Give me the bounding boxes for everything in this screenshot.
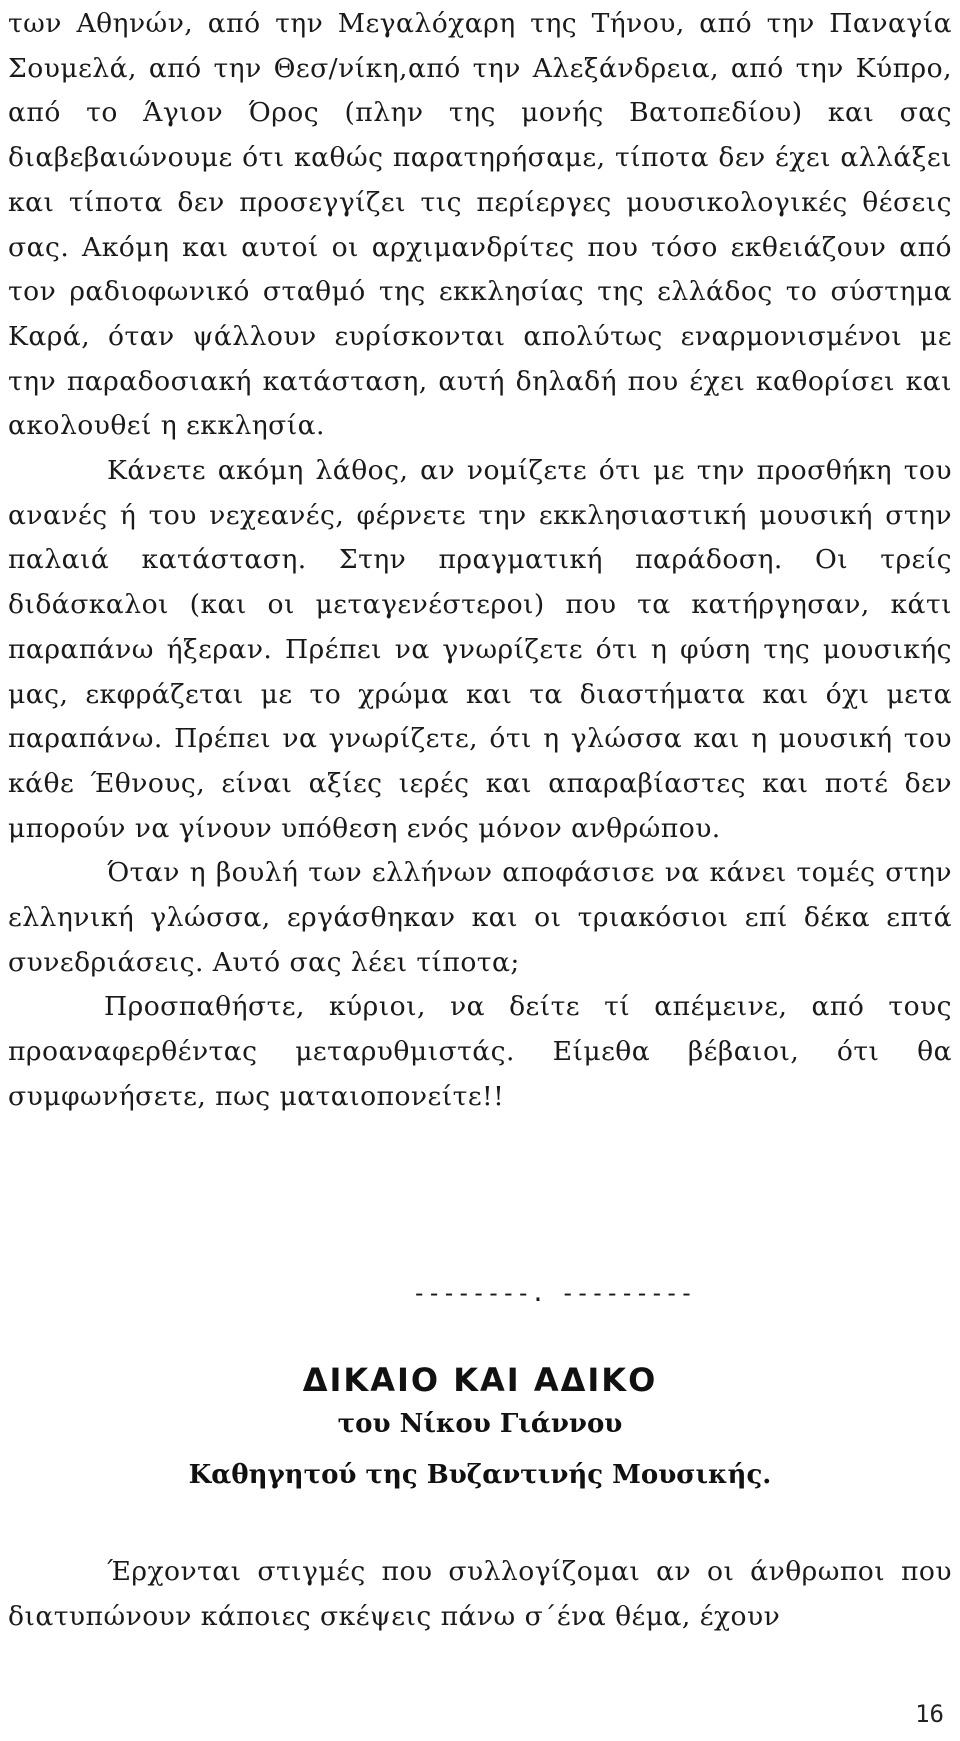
- paragraph-2: Κάνετε ακόμη λάθος, αν νομίζετε ότι με την προσθήκη του ανανές ή του νεχεανές, φέρνετε την εκκλησιαστική μουσική στην παλαιά κατάσταση. Στην πραγματική παράδοση. Οι τρείς διδάσκαλοι (και οι μεταγενέστεροι) που τα κατήργησαν, κάτι παραπάνω ήξεραν. Πρέπει να γνωρίζετε ότι η φύση της μουσικής μας, εκφράζεται με το χρώμα και τα διαστήματα και όχι μετα παραπάνω. Πρέπει να γνωρίζετε, ότι η γλώσσα και η μουσική του κάθε Έθνους, είναι αξίες ιερές και απαραβίαστες και ποτέ δεν μπορούν να γίνουν υπόθεση ενός μόνον ανθρώπου.: [8, 455, 952, 844]
- article-body: [8, 1550, 952, 1639]
- paragraph-3: Όταν η βουλή των ελλήνων αποφάσισε να κάνει τομές στην ελληνική γλώσσα, εργάσθηκαν και οι τριακόσιοι επί δέκα επτά συνεδριάσεις. Αυτό σας λέει τίποτα;: [8, 857, 952, 978]
- paragraph-1: των Αθηνών, από την Μεγαλόχαρη της Τήνου, από την Παναγία Σουμελά, από την Θεσ/νίκη,από την Αλεξάνδρεια, από την Κύπρο, από το Άγιον Όρος (πλην της μονής Βατοπεδίου) και σας διαβεβαιώνουμε ότι καθώς παρατηρήσαμε, τίποτα δεν έχει αλλάξει και τίποτα δεν προσεγγίζει τις περίεργες μουσικολογικές θέσεις σας. Ακόμη και αυτοί οι αρχιμανδρίτες που τόσο εκθειάζουν από τον ραδιοφωνικό σταθμό της εκκλησίας της ελλάδος το σύστημα Καρά, όταν ψάλλουν ευρίσκονται απολύτως εναρμονισμένοι με την παραδοσιακή κατάσταση, αυτή δηλαδή που έχει καθορίσει και ακολουθεί η εκκλησία.: [8, 8, 952, 442]
- section-separator: --------. ---------: [412, 1279, 695, 1307]
- article-byline: του Νίκου Γιάννου: [337, 1409, 623, 1439]
- body-text: [8, 0, 952, 1120]
- paragraph-4: Προσπαθήστε, κύριοι, να δείτε τί απέμεινε, από τους προαναφερθέντας μεταρυθμιστάς. Είμεθα βέβαιοι, ότι θα συμφωνήσετε, πως ματαιοπονείτε!!: [8, 991, 952, 1112]
- article-opening-paragraph: Έρχονται στιγμές που συλλογίζομαι αν οι άνθρωποι που διατυπώνουν κάποιες σκέψεις πάνω σ΄ένα θέμα, έχουν: [8, 1556, 952, 1632]
- document-page: [8, 0, 952, 1741]
- page-number: 16: [915, 1700, 944, 1728]
- author-affiliation: Καθηγητού της Βυζαντινής Μουσικής.: [188, 1460, 772, 1490]
- article-title: ΔΙΚΑΙΟ ΚΑΙ ΑΔΙΚΟ: [302, 1361, 658, 1399]
